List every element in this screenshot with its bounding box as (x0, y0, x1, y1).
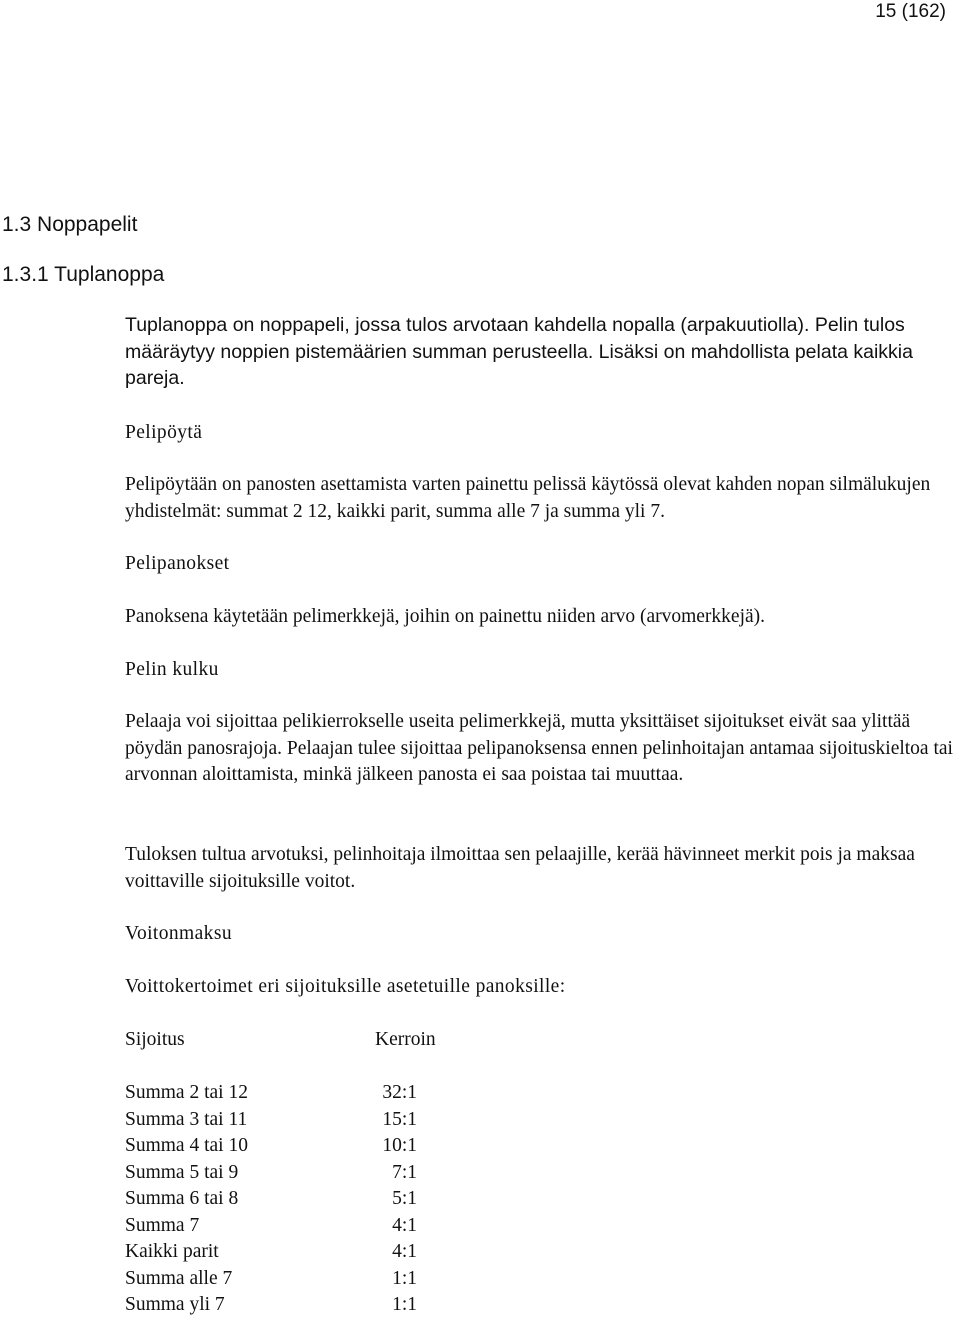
pelin-kulku-paragraph-2: Tuloksen tultua arvotuksi, pelinhoitaja ilmoittaa sen pelaajille, kerää hävinneet merkit pois ja maksaa voittaville sijoituksille voitot. (125, 844, 915, 892)
bet-name: Kaikki parit (125, 1241, 219, 1262)
bet-name: Summa 6 tai 8 (125, 1188, 239, 1209)
bet-name: Summa alle 7 (125, 1267, 233, 1289)
bet-name: Summa 7 (125, 1214, 200, 1236)
table-row (125, 1292, 436, 1319)
bet-name: Summa 4 tai 10 (125, 1135, 248, 1156)
table-row (125, 1080, 436, 1107)
table-row (125, 1160, 436, 1187)
subsection-heading: 1.3.1 Tuplanoppa (2, 263, 165, 286)
table-row (125, 1213, 436, 1240)
bet-odds: 7:1 (392, 1161, 417, 1183)
bet-name: Summa 3 tai 11 (125, 1108, 248, 1130)
odds-table-header (125, 1027, 436, 1054)
page-number: 15 (162) (875, 1, 946, 22)
pelipoyta-heading: Pelipöytä (125, 422, 203, 443)
bet-odds: 15:1 (382, 1108, 417, 1130)
bet-odds: 1:1 (392, 1294, 417, 1315)
bet-odds: 1:1 (392, 1267, 417, 1289)
intro-paragraph: Tuplanoppa on noppapeli, jossa tulos arvotaan kahdella nopalla (arpakuutiolla). Pelin tulos määräytyy noppien pistemäärien summan perusteella. Lisäksi on mahdollista pelata kaikkia pareja. (125, 314, 913, 389)
bet-odds: 4:1 (392, 1241, 417, 1262)
table-row (125, 1133, 436, 1160)
pelin-kulku-paragraph-1: Pelaaja voi sijoittaa pelikierrokselle useita pelimerkkejä, mutta yksittäiset sijoitukset eivät saa ylittää pöydän panosrajoja. Pelaajan tulee sijoittaa pelipanoksensa ennen pelinhoitajan antamaa sijoituskieltoa tai arvonnan aloittamista, minkä jälkeen panosta ei saa poistaa tai muuttaa. (125, 711, 953, 785)
header-kerroin: Kerroin (375, 1029, 436, 1050)
bet-odds: 5:1 (392, 1188, 417, 1209)
pelin-kulku-heading: Pelin kulku (125, 659, 219, 680)
bet-name: Summa 5 tai 9 (125, 1161, 239, 1183)
table-row (125, 1107, 436, 1134)
odds-table (125, 1027, 436, 1319)
voitonmaksu-paragraph: Voittokertoimet eri sijoituksille asetetuille panoksille: (125, 976, 566, 997)
section-heading: 1.3 Noppapelit (2, 213, 138, 236)
table-row (125, 1239, 436, 1266)
pelipanokset-paragraph: Panoksena käytetään pelimerkkejä, joihin on painettu niiden arvo (arvomerkkejä). (125, 606, 766, 627)
bet-odds: 10:1 (382, 1135, 417, 1156)
bet-odds: 32:1 (382, 1082, 417, 1103)
pelipoyta-paragraph: Pelipöytään on panosten asettamista varten painettu pelissä käytössä olevat kahden nopan silmälukujen yhdistelmät: summat 2 12, kaikki parit, summa alle 7 ja summa yli 7. (125, 474, 931, 522)
voitonmaksu-heading: Voitonmaksu (125, 923, 232, 944)
table-row (125, 1266, 436, 1293)
pelipanokset-heading: Pelipanokset (125, 553, 230, 574)
bet-name: Summa yli 7 (125, 1294, 225, 1315)
bet-name: Summa 2 tai 12 (125, 1082, 248, 1103)
bet-odds: 4:1 (392, 1214, 417, 1236)
header-sijoitus: Sijoitus (125, 1029, 185, 1050)
table-row (125, 1186, 436, 1213)
